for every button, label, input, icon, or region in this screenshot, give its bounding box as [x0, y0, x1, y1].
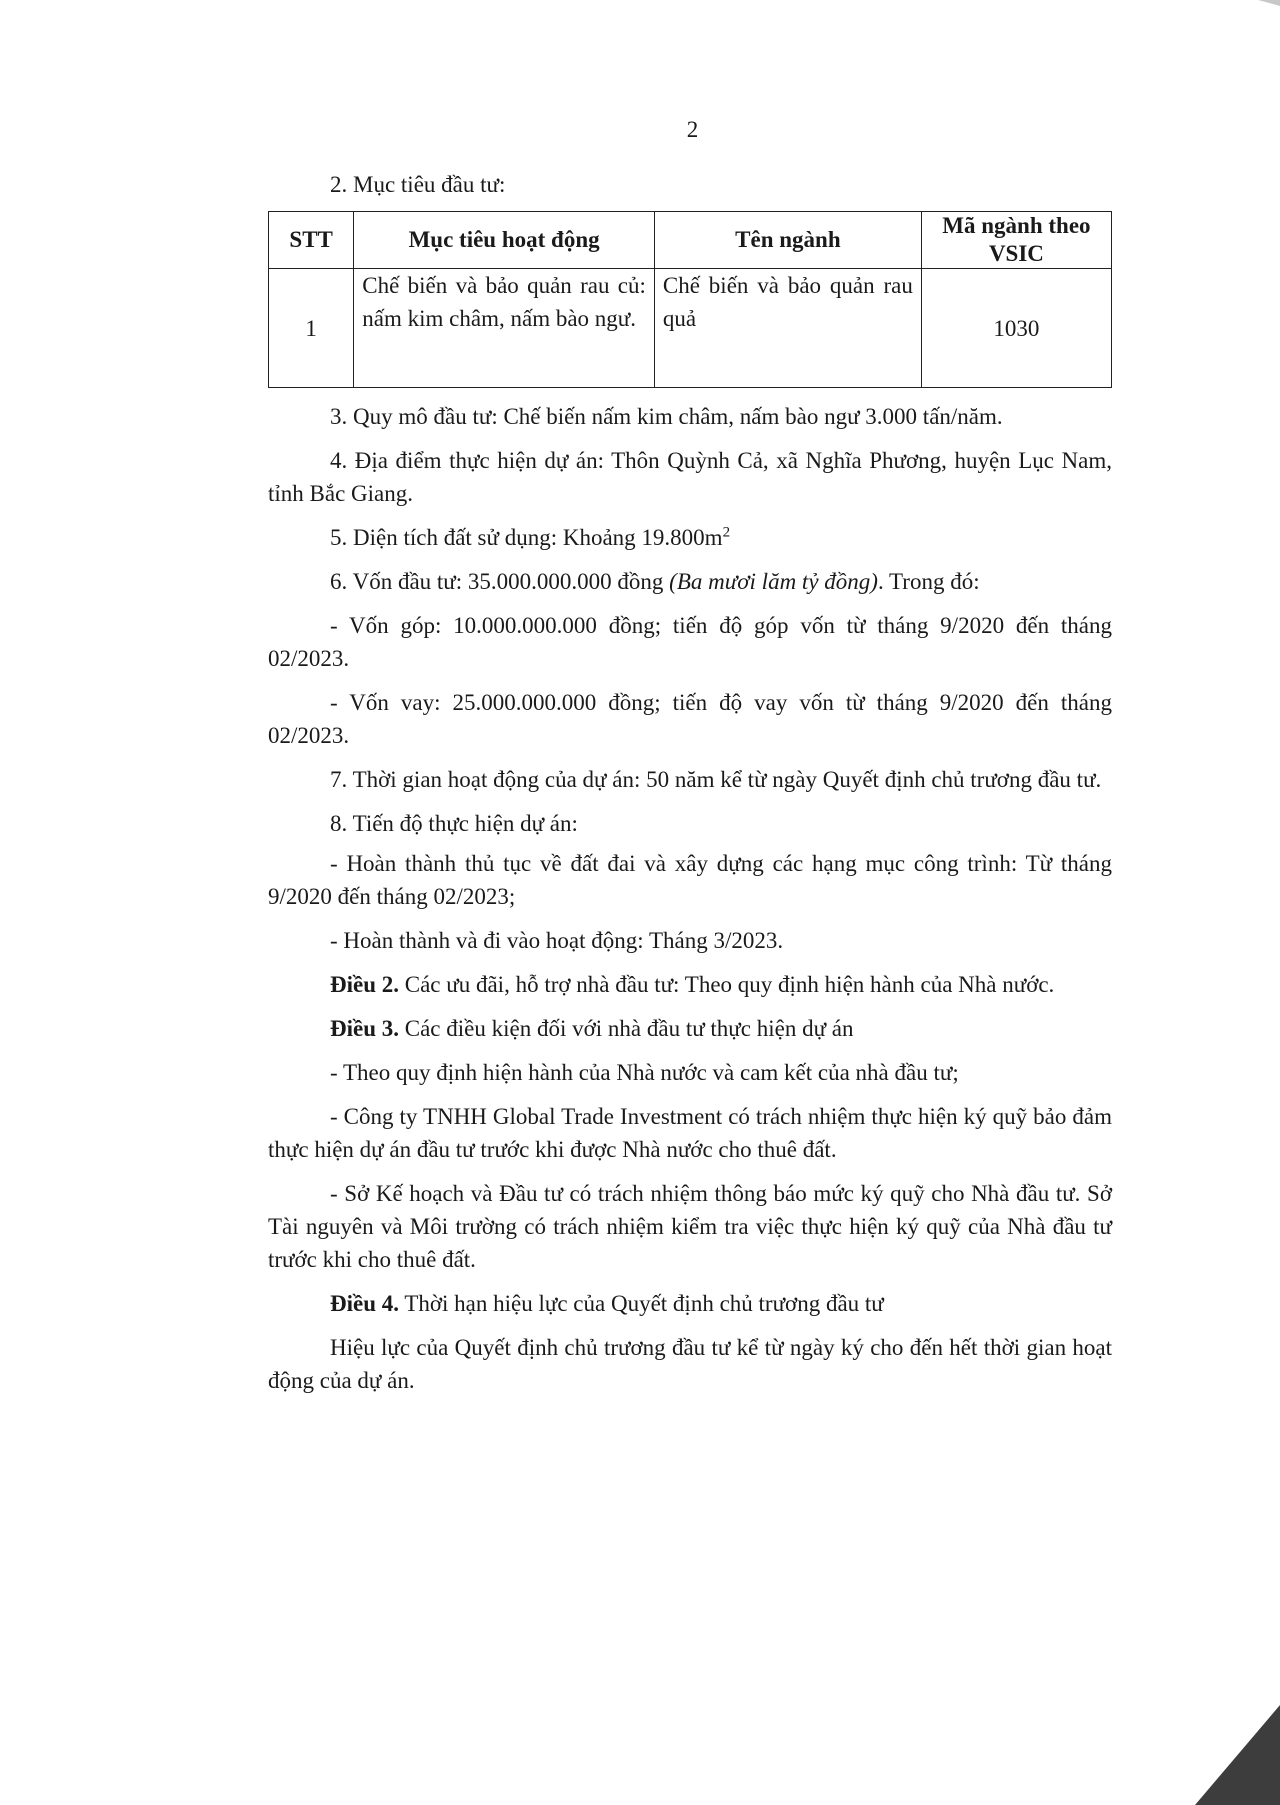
investment-scale: 3. Quy mô đầu tư: Chế biến nấm kim châm, nấm bào ngư 3.000 tấn/năm. [330, 404, 1003, 429]
project-location: 4. Địa điểm thực hiện dự án: Thôn Quỳnh Cả, xã Nghĩa Phương, huyện Lục Nam, tỉnh Bắc Giang. [268, 448, 1112, 506]
article-3 [268, 1012, 1112, 1045]
land-area [268, 521, 1112, 554]
operation-duration: 7. Thời gian hoạt động của dự án: 50 năm kể từ ngày Quyết định chủ trương đầu tư. [330, 767, 1102, 792]
cell-objective: Chế biến và bảo quản rau củ: nấm kim châm, nấm bào ngư. [354, 269, 655, 388]
capital-in-words: (Ba mươi lăm tỷ đồng) [669, 569, 878, 594]
article-2-label: Điều 2. [330, 972, 399, 997]
loan-capital: - Vốn vay: 25.000.000.000 đồng; tiến độ vay vốn từ tháng 9/2020 đến tháng 02/2023. [268, 690, 1112, 748]
investment-objectives-table [268, 211, 1112, 388]
page-number: 2 [686, 117, 699, 142]
header-stt: STT [269, 212, 354, 269]
article-4-text: Thời hạn hiệu lực của Quyết định chủ trương đầu tư [399, 1291, 884, 1316]
article-3-text: Các điều kiện đối với nhà đầu tư thực hiện dự án [399, 1016, 854, 1041]
article-2 [268, 968, 1112, 1001]
section-investment-objectives-label: 2. Mục tiêu đầu tư: [330, 172, 506, 197]
schedule-label: 8. Tiến độ thực hiện dự án: [330, 811, 578, 836]
investment-capital [268, 565, 1112, 598]
article-4-body: Hiệu lực của Quyết định chủ trương đầu tư kể từ ngày ký cho đến hết thời gian hoạt động của dự án. [268, 1335, 1112, 1393]
folded-corner-shadow [1195, 1705, 1280, 1805]
header-vsic-code: Mã ngành theo VSIC [921, 212, 1111, 269]
cell-vsic-code: 1030 [921, 269, 1111, 388]
cell-industry-name: Chế biến và bảo quản rau quả [654, 269, 921, 388]
article-4-label: Điều 4. [330, 1291, 399, 1316]
article-4 [268, 1287, 1112, 1320]
schedule-item-1: - Hoàn thành thủ tục về đất đai và xây dựng các hạng mục công trình: Từ tháng 9/2020 đến tháng 02/2023; [268, 851, 1112, 909]
cell-stt: 1 [269, 269, 354, 388]
land-area-text: 5. Diện tích đất sử dụng: Khoảng 19.800m [330, 525, 723, 550]
article-3-point-2: - Công ty TNHH Global Trade Investment có trách nhiệm thực hiện ký quỹ bảo đảm thực hiện dự án đầu tư trước khi được Nhà nước cho thuê đất. [268, 1104, 1112, 1162]
table-header-row [269, 212, 1112, 269]
article-3-label: Điều 3. [330, 1016, 399, 1041]
scan-corner-mark [1258, 0, 1280, 6]
table-row [269, 269, 1112, 388]
article-3-point-1: - Theo quy định hiện hành của Nhà nước và cam kết của nhà đầu tư; [330, 1060, 959, 1085]
capital-suffix: . Trong đó: [877, 569, 980, 594]
capital-amount: 6. Vốn đầu tư: 35.000.000.000 đồng [330, 569, 670, 594]
header-industry-name: Tên ngành [654, 212, 921, 269]
equity-capital: - Vốn góp: 10.000.000.000 đồng; tiến độ góp vốn từ tháng 9/2020 đến tháng 02/2023. [268, 613, 1112, 671]
article-3-point-3: - Sở Kế hoạch và Đầu tư có trách nhiệm thông báo mức ký quỹ cho Nhà đầu tư. Sở Tài nguyên và Môi trường có trách nhiệm kiểm tra việc thực hiện ký quỹ của Nhà đầu tư trước khi cho thuê đất. [268, 1181, 1112, 1272]
header-objective: Mục tiêu hoạt động [354, 212, 655, 269]
article-2-text: Các ưu đãi, hỗ trợ nhà đầu tư: Theo quy định hiện hành của Nhà nước. [399, 972, 1055, 997]
document-body [268, 168, 1112, 1408]
schedule-item-2: - Hoàn thành và đi vào hoạt động: Tháng 3/2023. [330, 928, 784, 953]
land-area-superscript: 2 [722, 524, 731, 541]
